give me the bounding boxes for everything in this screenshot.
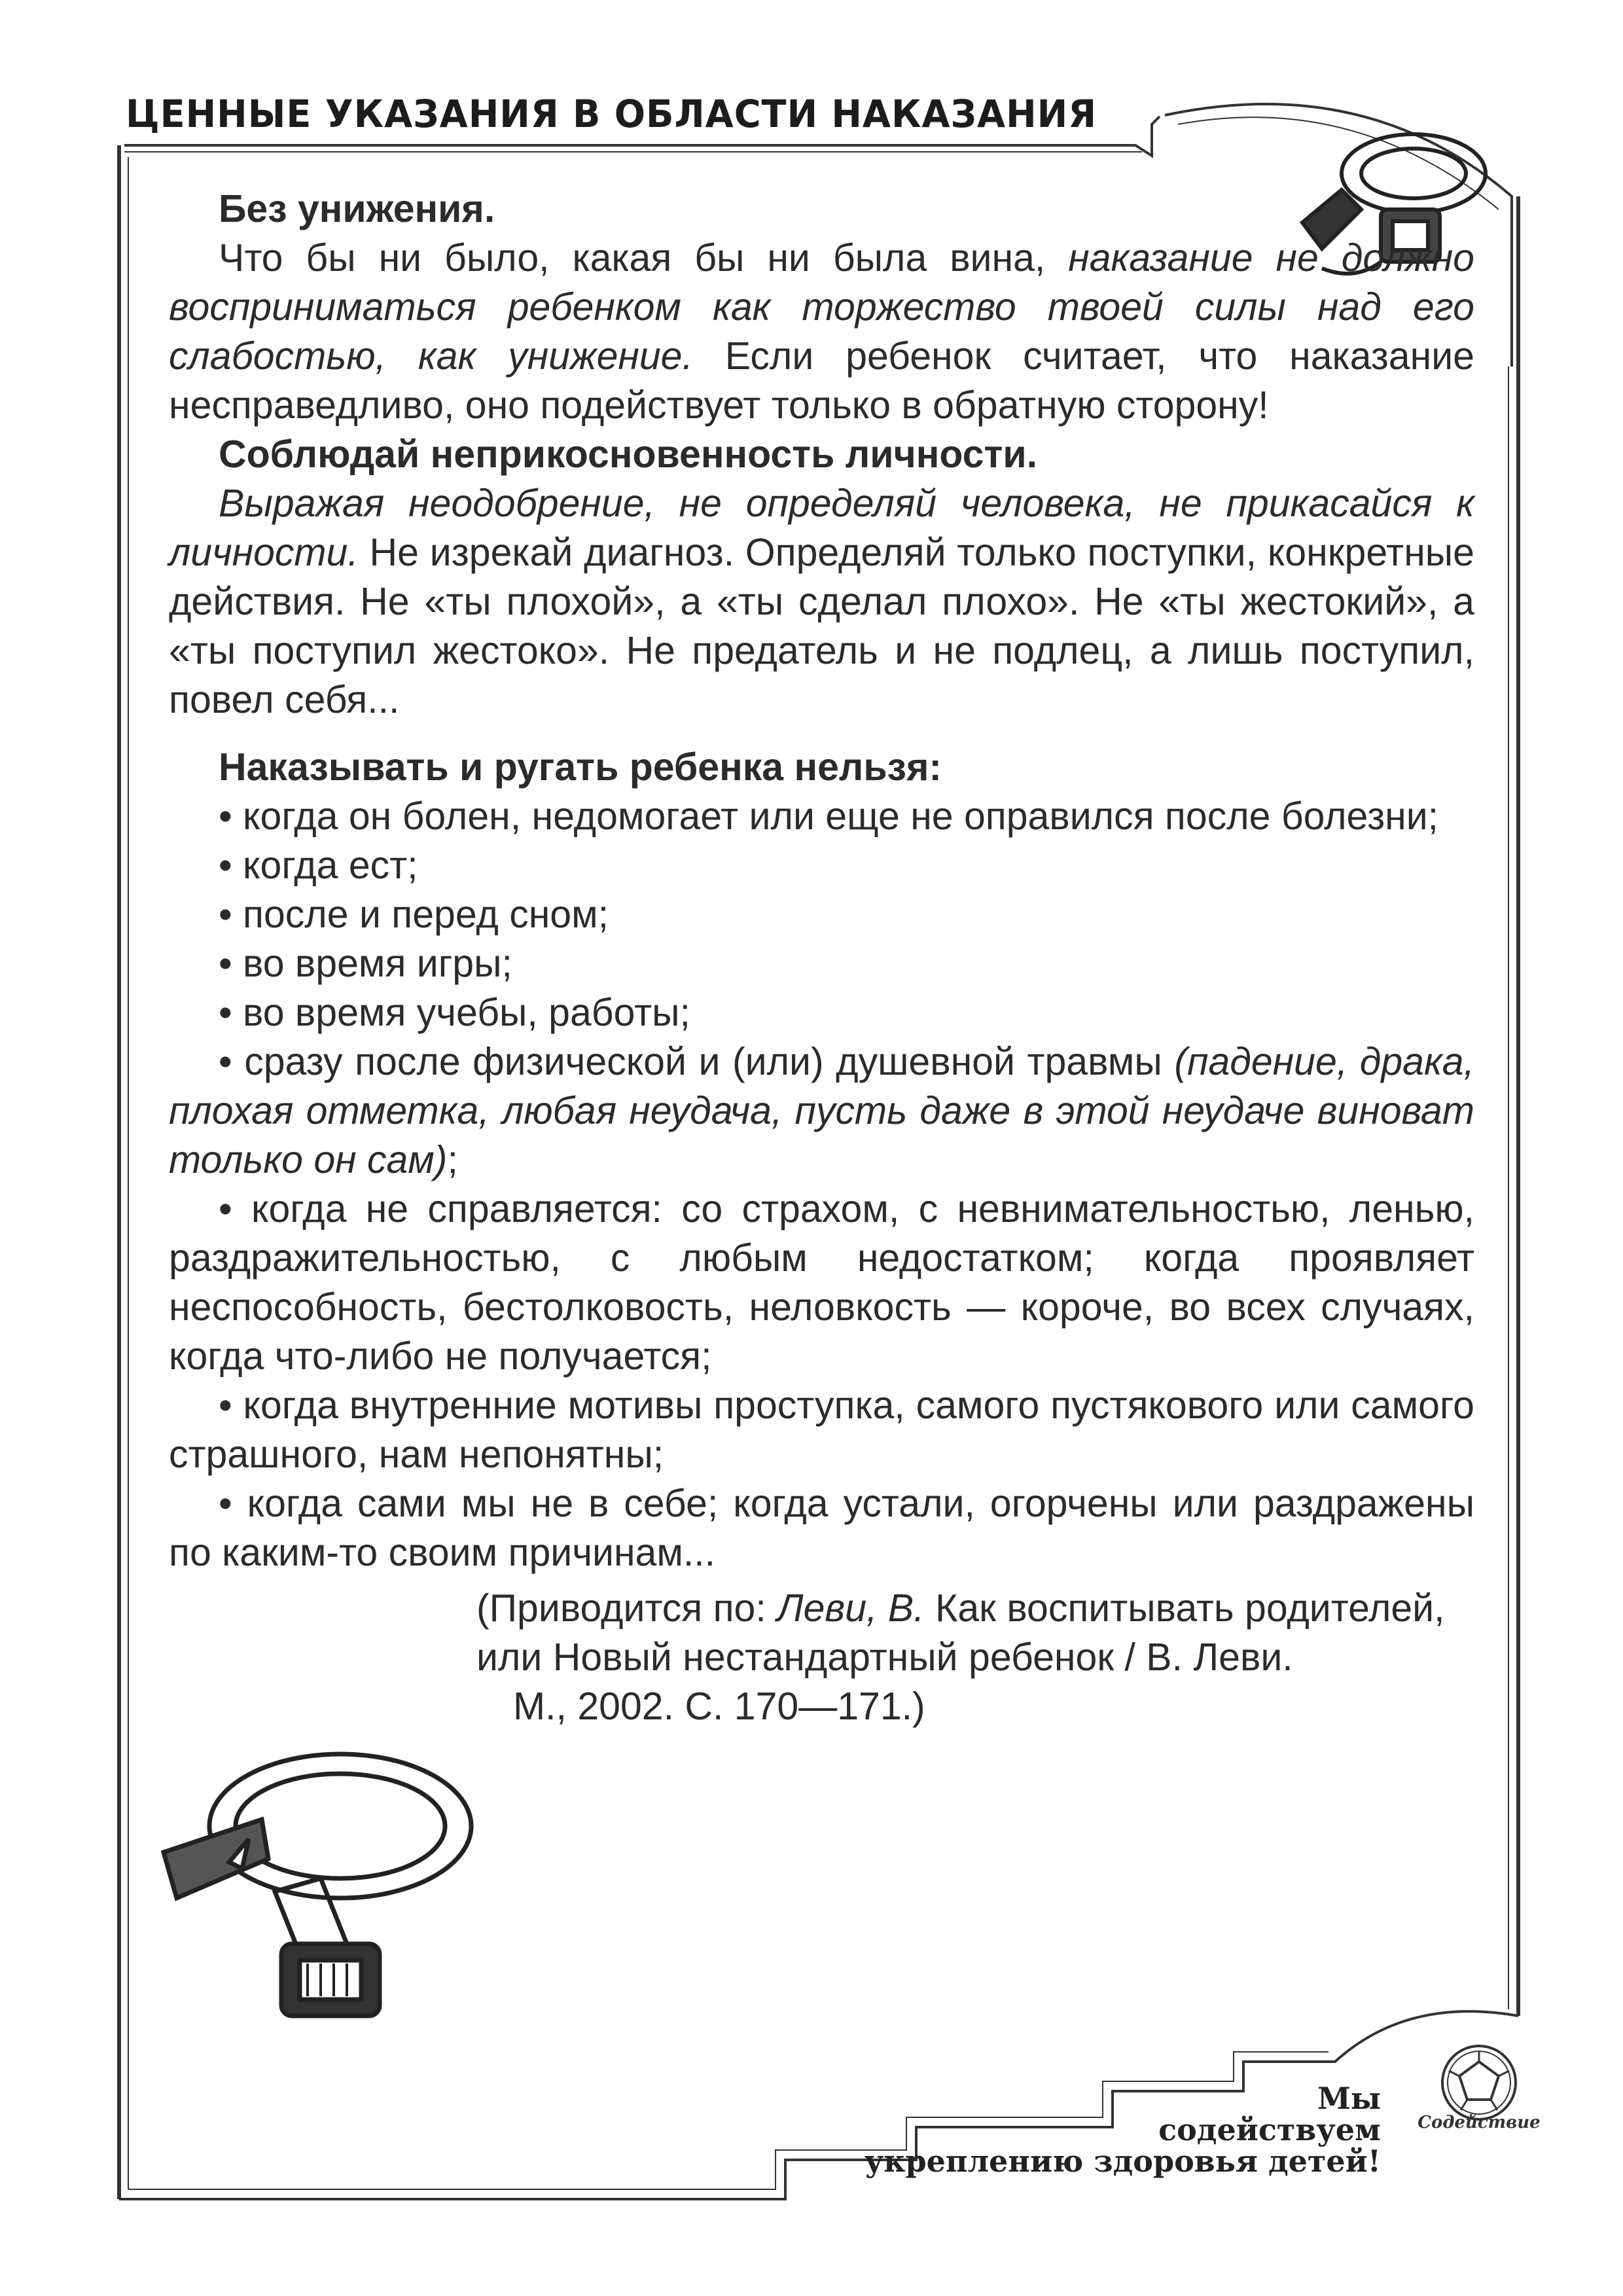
main-text [169, 185, 1474, 1731]
section-heading: Наказывать и ругать ребенка нельзя: [219, 745, 942, 789]
paragraph: Что бы ни было, какая бы ни была вина, наказание не должно восприниматься ребенком как торжество твоей силы над его слабостью, как унижение. Если ребенок считает, что наказание несправедливо, оно подействует только в обратную сторону! [169, 236, 1474, 427]
footer-slogan [792, 2083, 1381, 2177]
list-item: • во время учебы, работы; [219, 991, 690, 1034]
list-item: • когда он болен, недомогает или еще не оправился после болезни; [219, 795, 1439, 838]
logo-caption: Содействие [1418, 2113, 1541, 2132]
list-item: • когда ест; [219, 844, 418, 887]
list-item: • после и перед сном; [219, 893, 609, 936]
list-item: • когда не справляется: со страхом, с невнимательностью, ленью, раздражительностью, с любым недостатком; когда проявляет неспособность, бестолковость, неловкость — короче, во всех случаях, когда что-либо не получается; [169, 1187, 1474, 1378]
section-heading: Без унижения. [219, 187, 495, 230]
footer-line: Мы [1317, 2081, 1381, 2116]
source-citation: (Приводится по: Леви, В. Как воспитывать родителей, или Новый нестандартный ребенок / В. Леви. М., 2002. С. 170—171.) [476, 1587, 1445, 1728]
footer-line: укреплению здоровья детей! [864, 2144, 1381, 2179]
belt-icon [151, 1728, 491, 2042]
list-item: • сразу после физической и (или) душевной травмы (падение, драка, плохая отметка, любая неудача, пусть даже в этой неудаче виноват только он сам); [169, 1040, 1475, 1181]
list-item: • во время игры; [219, 942, 512, 985]
section-heading: Соблюдай неприкосновенность личности. [219, 433, 1038, 476]
list-item: • когда внутренние мотивы проступка, самого пустякового или самого страшного, нам непонятны; [169, 1384, 1474, 1476]
page-title: ЦЕННЫЕ УКАЗАНИЯ В ОБЛАСТИ НАКАЗАНИЯ [126, 92, 1097, 136]
footer-line: содействуем [1158, 2112, 1381, 2147]
paragraph: Выражая неодобрение, не определяй человека, не прикасайся к личности. Не изрекай диагноз. Определяй только поступки, конкретные действия. Не «ты плохой», а «ты сделал плохо». Не «ты жестокий», а «ты поступил жестоко». Не предатель и не подлец, а лишь поступил, повел себя... [169, 482, 1474, 721]
list-item: • когда сами мы не в себе; когда устали, огорчены или раздражены по каким-то своим причинам... [169, 1482, 1474, 1574]
